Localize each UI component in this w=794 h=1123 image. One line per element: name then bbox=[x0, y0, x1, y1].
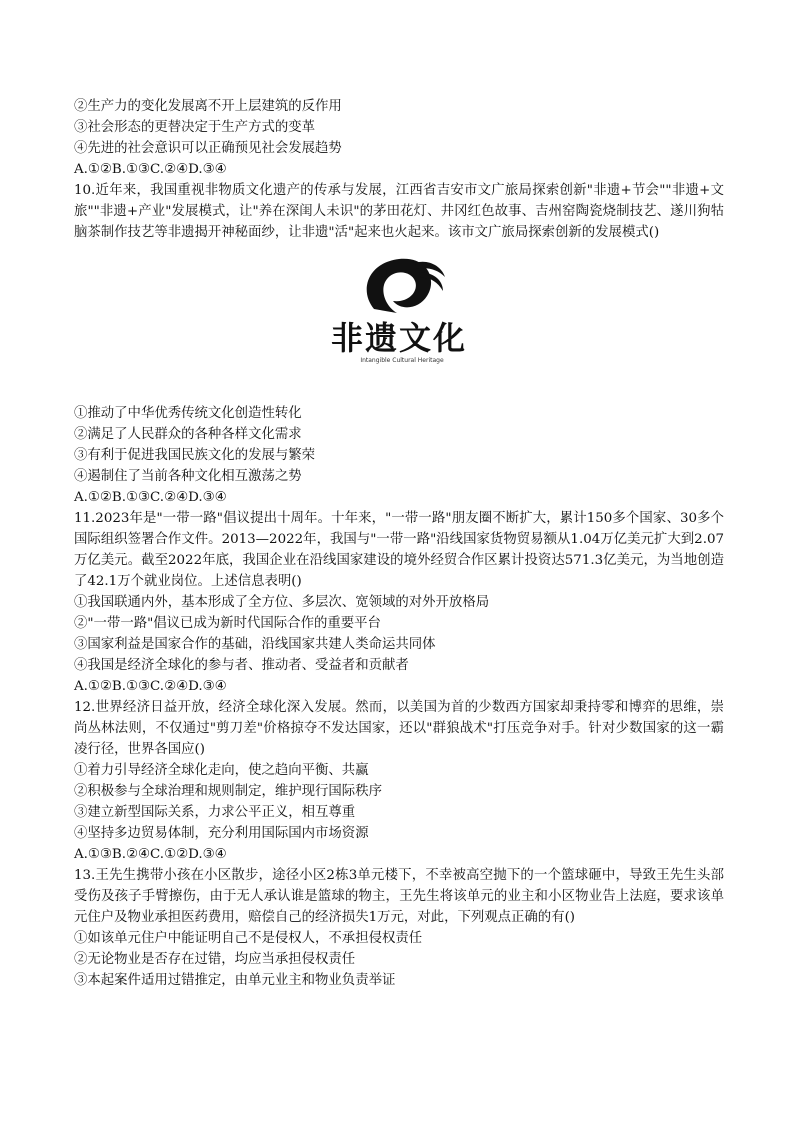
question-12 bbox=[74, 697, 724, 865]
figure-area bbox=[74, 243, 724, 403]
question-stem: 10.近年来，我国重视非物质文化遗产的传承与发展，江西省吉安市文广旅局探索创新"非遗+节会""非遗+文旅""非遗+产业"发展模式，让"养在深闺人未识"的茅田花灯、井冈红色故事、吉州窑陶瓷烧制技艺、遂川狗牯脑茶制作技艺等非遗揭开神秘面纱，让非遗"活"起来也火起来。该市文广旅局探索创新的发展模式() bbox=[74, 183, 724, 240]
phoenix-icon bbox=[319, 251, 479, 321]
answer-choices: A.①②B.①③C.②④D.③④ bbox=[74, 162, 227, 177]
question-11 bbox=[74, 508, 724, 697]
option-line: ②无论物业是否存在过错，均应当承担侵权责任 bbox=[74, 952, 356, 967]
question-stem: 13.王先生携带小孩在小区散步，途径小区2栋3单元楼下，不幸被高空抛下的一个篮球砸中，导致王先生头部受伤及孩子手臂擦伤，由于无人承认谁是篮球的物主，王先生将该单元的业主和小区物业告上法庭，要求该单元住户及物业承担医药费用，赔偿自己的经济损失1万元，对此，下列观点正确的有() bbox=[74, 868, 724, 925]
option-line: ①如该单元住户中能证明自己不是侵权人，不承担侵权责任 bbox=[74, 931, 423, 946]
option-line: ①推动了中华优秀传统文化创造性转化 bbox=[74, 406, 302, 421]
answer-choices: A.①②B.①③C.②④D.③④ bbox=[74, 679, 227, 694]
question-10 bbox=[74, 180, 724, 508]
question-stem: 12.世界经济日益开放，经济全球化深入发展。然而，以美国为首的少数西方国家却秉持零和博弈的思维，崇尚丛林法则，不仅通过"剪刀差"价格掠夺不发达国家，还以"群狼战术"打压竞争对手。针对少数国家的这一霸凌行径，世界各国应() bbox=[74, 700, 724, 757]
question-13 bbox=[74, 865, 724, 991]
option-line: ④坚持多边贸易体制，充分利用国际国内市场资源 bbox=[74, 826, 369, 841]
option-line: ③社会形态的更替决定于生产方式的变革 bbox=[74, 120, 316, 135]
option-line: ②生产力的变化发展离不开上层建筑的反作用 bbox=[74, 99, 342, 114]
option-line: ③国家利益是国家合作的基础，沿线国家共建人类命运共同体 bbox=[74, 637, 436, 652]
question-stem: 11.2023年是"一带一路"倡议提出十周年。十年来，"一带一路"朋友圈不断扩大，累计150多个国家、30多个国际组织签署合作文件。2013—2022年，我国与"一带一路"沿线国家货物贸易额从1.04万亿美元扩大到2.07万亿美元。截至2022年底，我国企业在沿线国家建设的境外经贸合作区累计投资达571.3亿美元，为当地创造了42.1万个就业岗位。上述信息表明() bbox=[74, 511, 724, 589]
option-line: ②"一带一路"倡议已成为新时代国际合作的重要平台 bbox=[74, 616, 381, 631]
option-line: ①着力引导经济全球化走向，使之趋向平衡、共赢 bbox=[74, 763, 369, 778]
option-line: ③本起案件适用过错推定，由单元业主和物业负责举证 bbox=[74, 973, 396, 988]
logo-subtitle: Intangible Cultural Heritage bbox=[360, 357, 444, 364]
exam-page bbox=[74, 96, 724, 991]
answer-choices: A.①②B.①③C.②④D.③④ bbox=[74, 490, 227, 505]
option-line: ②积极参与全球治理和规则制定，维护现行国际秩序 bbox=[74, 784, 382, 799]
option-line: ③有利于促进我国民族文化的发展与繁荣 bbox=[74, 448, 316, 463]
answer-choices: A.①③B.②④C.①②D.③④ bbox=[74, 847, 227, 862]
intangible-heritage-logo bbox=[319, 251, 479, 391]
option-line: ③建立新型国际关系，力求公平正义，相互尊重 bbox=[74, 805, 356, 820]
option-line: ④先进的社会意识可以正确预见社会发展趋势 bbox=[74, 141, 342, 156]
option-line: ④遏制住了当前各种文化相互激荡之势 bbox=[74, 469, 302, 484]
logo-title: 非遗文化 bbox=[330, 319, 467, 357]
option-line: ①我国联通内外，基本形成了全方位、多层次、宽领域的对外开放格局 bbox=[74, 595, 490, 610]
option-line: ②满足了人民群众的各种各样文化需求 bbox=[74, 427, 302, 442]
previous-question-options bbox=[74, 96, 724, 180]
option-line: ④我国是经济全球化的参与者、推动者、受益者和贡献者 bbox=[74, 658, 409, 673]
